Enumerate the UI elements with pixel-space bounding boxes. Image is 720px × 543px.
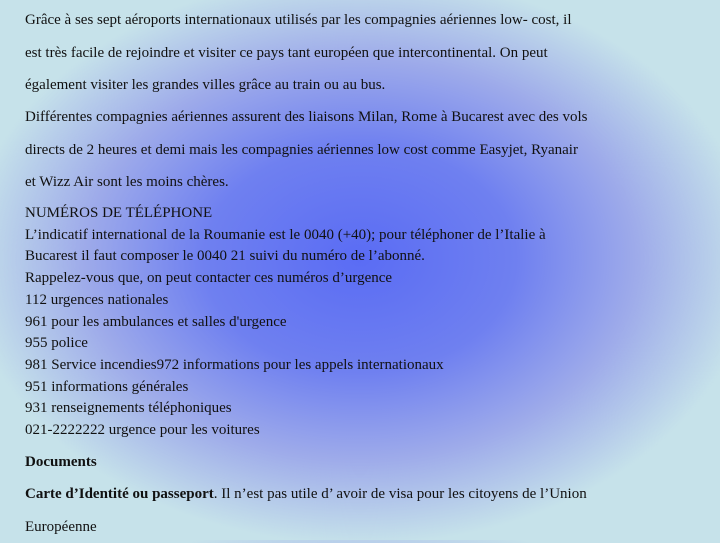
phone-number-item: 955 police: [25, 333, 546, 355]
text-line: également visiter les grandes villes grâce au train ou au bus.: [25, 69, 572, 102]
text-line: Grâce à ses sept aéroports internationaux utilisés par les compagnies aériennes low- cost, il: [25, 4, 572, 37]
text-line: Européenne: [25, 511, 587, 543]
intro-paragraph: [25, 4, 572, 102]
phone-numbers-section: [25, 203, 546, 442]
text-line: L’indicatif international de la Roumanie est le 0040 (+40); pour téléphoner de l’Italie à: [25, 225, 546, 247]
documents-heading: [25, 446, 97, 479]
phone-number-item: 112 urgences nationales: [25, 290, 546, 312]
phone-number-item: 981 Service incendies972 informations pour les appels internationaux: [25, 355, 546, 377]
phone-number-item: 931 renseignements téléphoniques: [25, 398, 546, 420]
documents-paragraph: [25, 478, 587, 543]
phone-number-item: 961 pour les ambulances et salles d'urgence: [25, 312, 546, 334]
phone-number-item: 021-2222222 urgence pour les voitures: [25, 420, 546, 442]
visa-text: . Il n’est pas utile d’ avoir de visa pour les citoyens de l’Union: [214, 486, 587, 502]
phone-number-item: 951 informations générales: [25, 377, 546, 399]
section-heading: NUMÉROS DE TÉLÉPHONE: [25, 203, 546, 225]
airlines-paragraph: [25, 101, 587, 199]
text-line: [25, 478, 587, 511]
documents-heading-text: Documents: [25, 454, 97, 470]
text-line: Bucarest il faut composer le 0040 21 suivi du numéro de l’abonné.: [25, 246, 546, 268]
text-line: Différentes compagnies aériennes assurent des liaisons Milan, Rome à Bucarest avec des vols: [25, 101, 587, 134]
text-line: Rappelez-vous que, on peut contacter ces numéros d’urgence: [25, 268, 546, 290]
text-line: est très facile de rejoindre et visiter ce pays tant européen que intercontinental. On peut: [25, 37, 572, 70]
id-card-text: Carte d’Identité ou passeport: [25, 486, 214, 502]
text-line: et Wizz Air sont les moins chères.: [25, 166, 587, 199]
text-line: directs de 2 heures et demi mais les compagnies aériennes low cost comme Easyjet, Ryanair: [25, 134, 587, 167]
